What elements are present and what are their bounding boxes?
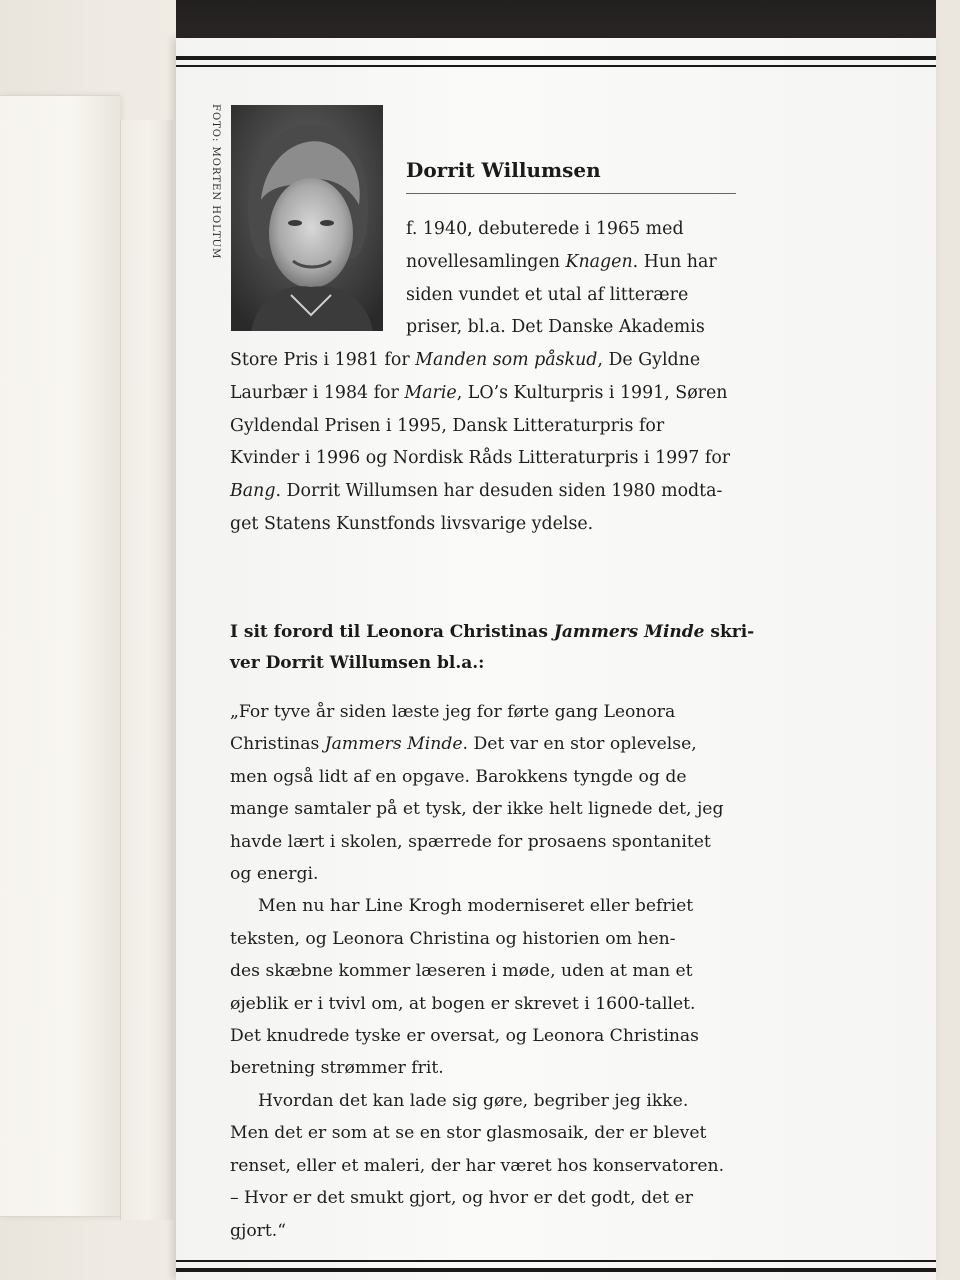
quote-line: Det knudrede tyske er oversat, og Leonora Christinas (230, 1026, 699, 1047)
quote-line: „For tyve år siden læste jeg for førte gang Leonora (230, 702, 676, 722)
bio-line: Bang. Dorrit Willumsen har desuden siden 1980 modta- (230, 481, 723, 502)
quote-line: mange samtaler på et tysk, der ikke helt lignede det, jeg (230, 799, 724, 820)
bio-line: Kvinder i 1996 og Nordisk Råds Litteraturpris i 1997 for (230, 448, 731, 469)
quote-line: men også lidt af en opgave. Barokkens tyngde og de (230, 766, 687, 787)
intro-line: ver Dorrit Willumsen bl.a.: (230, 653, 485, 673)
quote-line: beretning strømmer frit. (230, 1058, 444, 1079)
bottom-thick-rule (176, 1268, 936, 1272)
foreword-intro (230, 617, 755, 679)
bio-line: get Statens Kunstfonds livsvarige ydelse. (230, 513, 594, 534)
quote-line: og energi. (230, 864, 319, 885)
foreword-quote (230, 696, 750, 1247)
quote-line: Christinas Jammers Minde. Det var en stor oplevelse, (230, 734, 697, 755)
bio-line: Store Pris i 1981 for Manden som påskud, De Gyldne (230, 350, 701, 370)
bio-line: priser, bl.a. Det Danske Akademis (406, 317, 705, 338)
book-page-edge (0, 95, 120, 1217)
bio-line: Laurbær i 1984 for Marie, LO’s Kulturpris i 1991, Søren (230, 382, 728, 403)
author-portrait (231, 105, 383, 331)
name-underline (406, 193, 736, 194)
bio-lower (230, 344, 750, 541)
bio-upper (406, 213, 736, 344)
bottom-thin-rule (176, 1260, 936, 1262)
bio-line: siden vundet et utal af litterære (406, 284, 689, 305)
intro-line: I sit forord til Leonora Christinas Jammers Minde skri- (230, 622, 755, 642)
photo-credit: FOTO: MORTEN HOLTUM (210, 104, 221, 260)
quote-line: teksten, og Leonora Christina og historien om hen- (230, 928, 676, 949)
quote-line: Men nu har Line Krogh moderniseret eller befriet (258, 896, 694, 917)
quote-line: des skæbne kommer læseren i møde, uden at man et (230, 961, 693, 982)
quote-line: havde lært i skolen, spærrede for prosaens spontanitet (230, 831, 711, 852)
dust-jacket-flap (176, 38, 936, 1280)
bio-line: novellesamlingen Knagen. Hun har (406, 251, 717, 272)
quote-line: – Hvor er det smukt gjort, og hvor er det godt, det er (230, 1188, 694, 1209)
quote-line: renset, eller et maleri, der har været hos konservatoren. (230, 1155, 725, 1176)
quote-line: øjeblik er i tvivl om, at bogen er skrevet i 1600-tallet. (230, 993, 696, 1014)
bio-line: Gyldendal Prisen i 1995, Dansk Litteraturpris for (230, 415, 665, 436)
quote-line: Hvordan det kan lade sig gøre, begriber jeg ikke. (258, 1090, 689, 1111)
quote-line: gjort.“ (230, 1220, 287, 1241)
top-thin-rule (176, 65, 936, 67)
book-spine (120, 120, 173, 1220)
bio-line: f. 1940, debuterede i 1965 med (406, 219, 684, 239)
top-thick-rule (176, 56, 936, 60)
author-name: Dorrit Willumsen (406, 158, 601, 182)
quote-line: Men det er som at se en stor glasmosaik, der er blevet (230, 1123, 707, 1144)
